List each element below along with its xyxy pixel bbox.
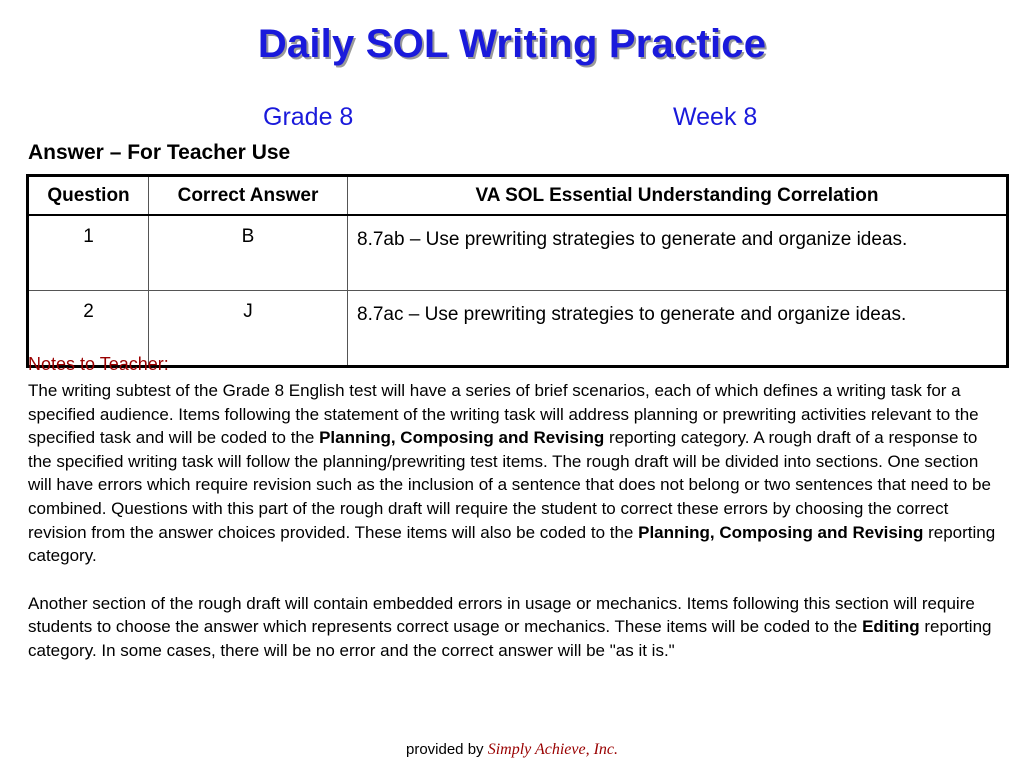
table-row <box>28 291 1008 367</box>
footer-prefix: provided by <box>405 741 488 758</box>
notes-text: reporting category. <box>28 522 996 566</box>
notes-text: reporting category. In some cases, there will be no error and the correct answer will be "as it is." <box>28 617 992 660</box>
notes-text: Another section of the rough draft will contain embedded errors in usage or mechanics. Items following this section will require students to choose the answer which represents correct usage or mechanics. These items will be coded to the <box>28 593 975 637</box>
grade-label: Grade 8 <box>263 103 354 131</box>
notes-text: reporting category. A rough draft of a response to the specified writing task will follow the planning/prewriting test items. The rough draft will be divided into sections. One section will have errors which require revision such as the inclusion of a sentence that does not belong or two sentences that need to be combined. Questions with this part of the rough draft will require the student to correct these errors by choosing the correct revision from the answer choices provided. These items will also be coded to the <box>28 428 991 542</box>
correlation-cell: 8.7ac – Use prewriting strategies to generate and organize ideas. <box>348 291 1008 367</box>
column-header-correlation: VA SOL Essential Understanding Correlation <box>348 176 1008 216</box>
column-header-question: Question <box>28 176 149 216</box>
notes-bold-category: Planning, Composing and Revising <box>319 428 605 448</box>
answer-heading: Answer – For Teacher Use <box>28 141 291 164</box>
answer-cell: B <box>149 215 348 291</box>
notes-bold-category: Planning, Composing and Revising <box>638 522 924 542</box>
column-header-correct-answer: Correct Answer <box>149 176 348 216</box>
notes-label: Notes to Teacher: <box>28 354 169 374</box>
notes-paragraph-2 <box>28 592 1003 663</box>
answer-table <box>26 174 1009 368</box>
table-header-row <box>28 176 1008 216</box>
correlation-cell: 8.7ab – Use prewriting strategies to generate and organize ideas. <box>348 215 1008 291</box>
answer-cell: J <box>149 291 348 367</box>
question-cell: 2 <box>28 291 149 367</box>
footer-brand: Simply Achieve, Inc. <box>487 741 619 758</box>
notes-paragraph-1 <box>28 379 1003 568</box>
footer <box>0 741 1024 759</box>
notes-text: The writing subtest of the Grade 8 English test will have a series of brief scenarios, each of which defines a writing task for a specified audience. Items following the statement of the writing task will address planning or prewriting activities relevant to the specified task and will be coded to the <box>28 381 979 448</box>
table-row <box>28 215 1008 291</box>
week-label: Week 8 <box>673 103 758 131</box>
question-cell: 1 <box>28 215 149 291</box>
notes-bold-category: Editing <box>862 617 920 637</box>
page-title: Daily SOL Writing Practice <box>257 22 767 66</box>
notes-body <box>28 379 1003 663</box>
